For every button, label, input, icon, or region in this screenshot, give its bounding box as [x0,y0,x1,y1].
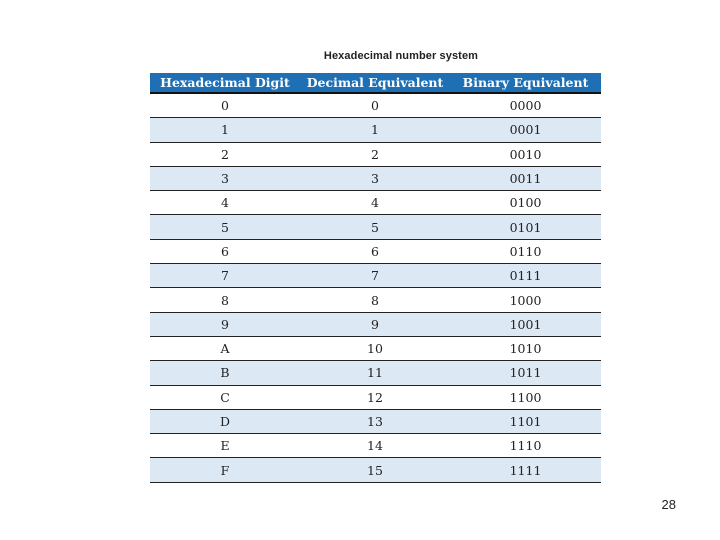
cell-binary: 0111 [450,264,601,288]
cell-hex-digit: F [150,458,300,482]
cell-hex-digit: D [150,409,300,433]
cell-binary: 0110 [450,239,601,263]
cell-hex-digit: 6 [150,239,300,263]
cell-hex-digit: 1 [150,118,300,142]
table-row [150,239,601,263]
hex-table [150,73,601,483]
table-title: Hexadecimal number system [323,50,479,62]
cell-decimal: 4 [300,191,450,215]
page-number: 28 [661,497,676,512]
cell-decimal: 6 [300,239,450,263]
cell-decimal: 11 [300,361,450,385]
cell-hex-digit: 5 [150,215,300,239]
cell-hex-digit: B [150,361,300,385]
cell-binary: 0101 [450,215,601,239]
cell-hex-digit: 7 [150,264,300,288]
cell-hex-digit: 3 [150,166,300,190]
table-row [150,215,601,239]
cell-decimal: 10 [300,336,450,360]
cell-binary: 1100 [450,385,601,409]
table-row [150,142,601,166]
cell-hex-digit: 4 [150,191,300,215]
cell-binary: 0100 [450,191,601,215]
cell-decimal: 15 [300,458,450,482]
cell-decimal: 2 [300,142,450,166]
cell-decimal: 0 [300,93,450,118]
table-row [150,312,601,336]
table-row [150,264,601,288]
cell-binary: 0001 [450,118,601,142]
table-row [150,93,601,118]
cell-decimal: 14 [300,434,450,458]
table-row [150,361,601,385]
cell-binary: 1110 [450,434,601,458]
cell-decimal: 7 [300,264,450,288]
cell-decimal: 5 [300,215,450,239]
cell-binary: 1111 [450,458,601,482]
table-row [150,191,601,215]
table-row [150,336,601,360]
cell-binary: 0000 [450,93,601,118]
cell-decimal: 3 [300,166,450,190]
cell-binary: 0010 [450,142,601,166]
table-row [150,434,601,458]
cell-hex-digit: E [150,434,300,458]
cell-binary: 1101 [450,409,601,433]
table-row [150,288,601,312]
table-header-row [150,73,601,93]
hex-table-container [150,73,601,483]
cell-decimal: 13 [300,409,450,433]
cell-hex-digit: 2 [150,142,300,166]
header-decimal-equivalent: Decimal Equivalent [300,73,450,93]
cell-decimal: 1 [300,118,450,142]
cell-binary: 1000 [450,288,601,312]
table-row [150,385,601,409]
cell-decimal: 9 [300,312,450,336]
cell-binary: 1001 [450,312,601,336]
cell-hex-digit: C [150,385,300,409]
cell-hex-digit: 9 [150,312,300,336]
table-row [150,118,601,142]
table-row [150,409,601,433]
table-row [150,166,601,190]
header-binary-equivalent: Binary Equivalent [450,73,601,93]
cell-hex-digit: 0 [150,93,300,118]
cell-hex-digit: A [150,336,300,360]
header-hex-digit: Hexadecimal Digit [150,73,300,93]
cell-binary: 1011 [450,361,601,385]
cell-binary: 1010 [450,336,601,360]
cell-binary: 0011 [450,166,601,190]
table-row [150,458,601,482]
cell-hex-digit: 8 [150,288,300,312]
cell-decimal: 12 [300,385,450,409]
table-body [150,93,601,482]
cell-decimal: 8 [300,288,450,312]
